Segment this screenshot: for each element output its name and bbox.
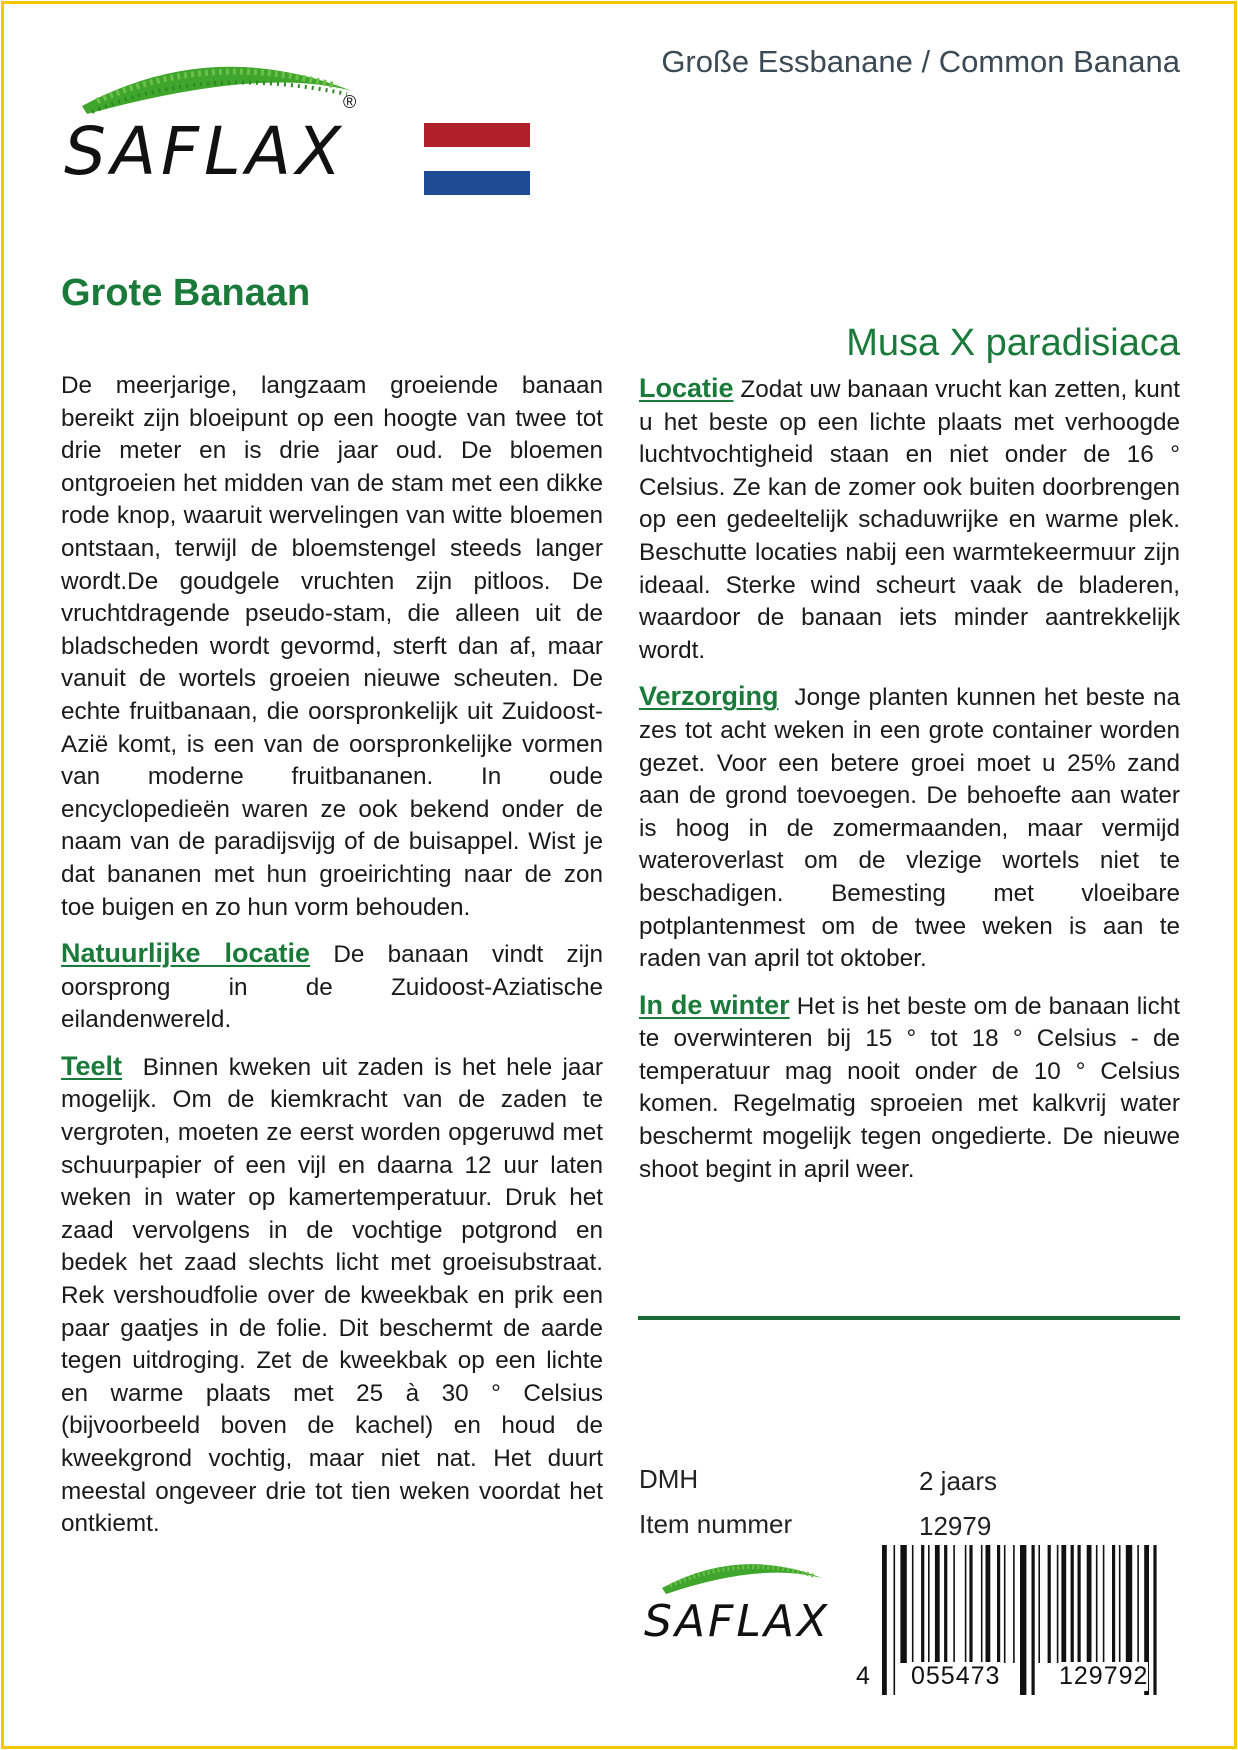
dmh-value: 2 jaars: [919, 1466, 998, 1496]
saflax-logo: [62, 46, 417, 206]
barcode-bar: [969, 1545, 972, 1663]
barcode-group-left: 055473: [911, 1662, 1001, 1690]
natural-location-heading: Natuurlijke locatie: [61, 938, 311, 969]
barcode-bar: [1038, 1545, 1040, 1663]
natural-location-text: De banaan vindt zijn oorsprong in de Zuidoost-Aziatische eilandenwereld.: [61, 941, 603, 1034]
barcode-bar: [944, 1545, 947, 1663]
barcode-bar: [981, 1545, 983, 1663]
winter-text: Het is het beste om de banaan licht te overwinteren bij 15 ° tot 18 ° Celsius - de temperatuur mag nooit onder de 10 ° Celsius komen. Regelmatig sproeien met kalkvrij water beschermt mogelijk tegen ongedierte. De nieuwe shoot begint in april weer.: [639, 992, 1180, 1183]
barcode-bar: [1137, 1545, 1139, 1663]
barcode-bar: [912, 1545, 914, 1663]
barcode-bar: [900, 1545, 906, 1663]
barcode-bar: [1061, 1545, 1066, 1663]
winter-heading: In de winter: [639, 989, 790, 1020]
barcode-bar: [935, 1545, 940, 1663]
dmh-label: DMH: [639, 1464, 699, 1494]
left-column: [61, 370, 603, 1554]
right-column: [639, 372, 1180, 1199]
natural-location-section: [61, 937, 603, 1037]
barcode-bar: [986, 1545, 991, 1663]
care-heading: Verzorging: [639, 681, 779, 712]
barcode-bar: [1057, 1545, 1059, 1663]
barcode-bar: [1078, 1545, 1081, 1663]
header-title: Große Essbanane / Common Banana: [661, 44, 1180, 79]
registered-mark: ®: [343, 92, 357, 112]
barcode-bar: [1126, 1545, 1132, 1663]
location-text: Zodat uw banaan vrucht kan zetten, kunt u het beste op een lichte plaats met verhoogde luchtvochtigheid staan en niet onder de 16 ° Celsius. Ze kan de zomer ook buiten doorbrengen op een gedeeltelijk schaduwrijke en warme plek. Beschutte locaties nabij een warmtekeermuur zijn ideaal. Sterke wind scheurt vaak de bladeren, waardoor de banaan iets minder aantrekkelijk wordt.: [639, 376, 1180, 664]
item-number-value: 12979: [919, 1511, 992, 1541]
intro-text: De meerjarige, langzaam groeiende banaan bereikt zijn bloeipunt op een hoogte van twee tot drie meter en is drie jaar oud. De bloemen ontgroeien het midden van de stam met een dikke rode knop, waaruit wervelingen van witte bloemen ontstaan, terwijl de bloemstengel steeds langer wordt.De goudgele vruchten zijn pitloos. De vruchtdragende pseudo-stam, die alleen uit de bladscheden wordt gevormd, sterft dan af, maar vanuit de wortels groeien nieuwe scheuten. De echte fruitbanaan, die oorspronkelijk uit Zuidoost-Azië komt, is een van de oorspronkelijke vormen van moderne fruitbananen. In oude encyclopedieën waren ze ook bekend onder de naam van de paradijsvijg of de buisappel. Wist je dat bananen met hun groeirichting naar de zon toe buigen en zo hun vorm behouden.: [61, 372, 603, 921]
item-number-label: Item nummer: [639, 1509, 793, 1539]
barcode-bar: [1020, 1545, 1026, 1695]
barcode-bar: [1048, 1545, 1051, 1663]
latin-name: Musa X paradisiaca: [846, 322, 1180, 364]
barcode-bar: [1096, 1545, 1098, 1663]
care-section: [639, 680, 1180, 975]
page-title: Grote Banaan: [61, 272, 311, 314]
location-section: [639, 372, 1180, 667]
barcode-bar: [921, 1545, 924, 1663]
logo-wordmark: SAFLAX: [64, 113, 347, 190]
dutch-flag-icon: [424, 123, 530, 195]
cultivation-text: Binnen kweken uit zaden is het hele jaar mogelijk. Om de kiemkracht van de zaden te vergroten, moeten ze eerst worden opgeruwd met schuurpapier of een vijl en daarna 12 uur laten weken in water op kamertemperatuur. Druk het zaad vervolgens in de vochtige potgrond en bedek het zaad slechts licht met groeisubstraat. Rek vershoudfolie over de kweekbak en prik een paar gaatjes in de folie. Dit beschermt de aarde tegen uitdroging. Zet de kweekbak op een lichte en warme plaats met 25 à 30 ° Celsius (bijvoorbeeld boven de kachel) en houd de kweekgrond vochtig, maar niet nat. Het duurt meestal ongeveer drie tot tien weken voordat het ontkiemt.: [61, 1053, 603, 1538]
barcode-bar: [1112, 1545, 1115, 1663]
barcode-bar: [1004, 1545, 1006, 1663]
divider: [638, 1316, 1180, 1320]
barcode-bar: [1153, 1545, 1156, 1695]
barcode-bar: [953, 1545, 955, 1663]
winter-section: [639, 989, 1180, 1187]
location-heading: Locatie: [639, 373, 734, 403]
barcode-digit-first: 4: [856, 1662, 870, 1690]
leaf-arc-icon: [662, 1564, 822, 1594]
barcode-bar: [882, 1545, 887, 1695]
saflax-logo-small: [640, 1548, 850, 1648]
leaf-arc-icon: [82, 67, 352, 114]
barcode-bar: [1103, 1545, 1105, 1663]
barcode-bar: [894, 1545, 896, 1695]
barcode-bar: [1032, 1545, 1035, 1695]
barcode-bar: [1013, 1545, 1015, 1663]
logo-wordmark-small: SAFLAX: [644, 1596, 831, 1647]
barcode-group-right: 129792: [1059, 1662, 1149, 1690]
barcode-bar: [1087, 1545, 1092, 1663]
barcode-bar: [965, 1545, 967, 1663]
barcode-bar: [928, 1545, 930, 1663]
cultivation-heading: Teelt: [61, 1050, 123, 1081]
cultivation-section: [61, 1050, 603, 1541]
barcode-bar: [1119, 1545, 1121, 1663]
barcode-bar: [997, 1545, 1000, 1663]
care-text: Jonge planten kunnen het beste na zes tot acht weken in een grote container worden gezet. Voor een betere groei moet u 25% zand aan de grond toevoegen. De behoefte aan water is hoog in de zomermaanden, maar vermijd wateroverlast om de vlezige wortels niet te beschadigen. Bemesting met vloeibare potplantenmest om de twee weken is aan te raden van april tot oktober.: [639, 684, 1180, 973]
barcode-bar: [1071, 1545, 1074, 1663]
